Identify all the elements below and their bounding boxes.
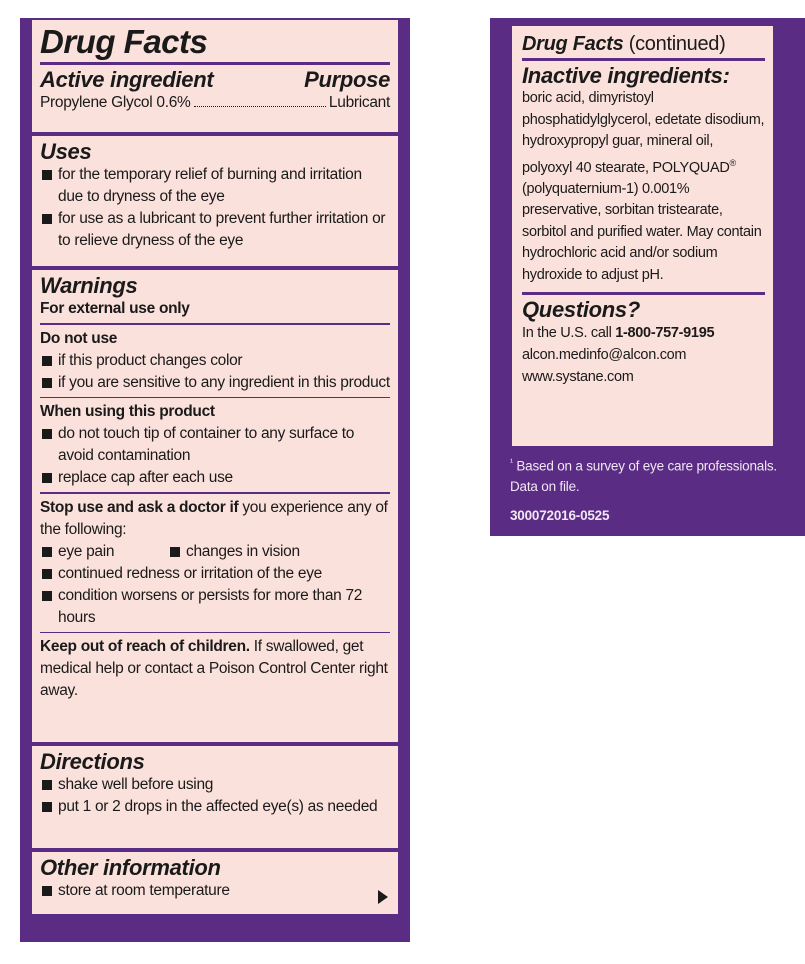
divider xyxy=(522,58,765,61)
drug-facts-continued-panel xyxy=(490,18,805,536)
list-item: replace cap after each use xyxy=(40,467,390,489)
directions-box xyxy=(30,744,400,850)
warnings-box xyxy=(30,268,400,744)
warnings-heading: Warnings xyxy=(40,273,138,298)
active-ingredient-box xyxy=(30,18,400,134)
call-prefix: In the U.S. call xyxy=(522,325,616,342)
uses-heading: Uses xyxy=(40,139,92,164)
inactive-ingredients-heading: Inactive ingredients: xyxy=(522,63,730,88)
website-text: www.systane.com xyxy=(522,369,634,386)
divider xyxy=(40,397,390,399)
drug-facts-title: Drug Facts xyxy=(40,23,208,60)
list-item: shake well before using xyxy=(40,774,390,796)
drug-facts-panel xyxy=(20,18,410,942)
list-item: store at room temperature xyxy=(40,880,390,902)
questions-heading: Questions? xyxy=(522,297,641,323)
phone-number: 1-800-757-9195 xyxy=(615,325,715,342)
stop-use-pair xyxy=(40,541,390,563)
footnote-mark: ¹ xyxy=(510,457,513,467)
registered-mark: ® xyxy=(729,157,736,168)
divider xyxy=(40,632,390,634)
list-item: changes in vision xyxy=(168,541,300,563)
stop-use-rest: you experience any of the following: xyxy=(40,498,388,538)
stop-use-bold: Stop use and ask a doctor if xyxy=(40,498,239,516)
divider xyxy=(522,292,765,295)
purpose-header: Purpose xyxy=(304,67,390,92)
inactive-ingredients-text xyxy=(522,88,765,286)
continued-title xyxy=(522,32,765,56)
inactive-text-part-1: boric acid, dimyristoyl phosphatidylglycerol, edetate disodium, hydroxypropyl guar, mineral oil, polyoxyl 40 stearate, xyxy=(522,90,765,176)
list-item: condition worsens or persists for more than 72 hours xyxy=(40,585,390,629)
footnote xyxy=(510,452,785,497)
do-not-use-heading: Do not use xyxy=(40,329,118,347)
divider xyxy=(40,323,390,325)
other-information-box xyxy=(30,850,400,916)
continued-title-suffix: (continued) xyxy=(628,33,726,55)
list-item: eye pain xyxy=(40,541,168,563)
arrow-right-icon xyxy=(378,890,388,904)
uses-box xyxy=(30,134,400,268)
keep-out-bold: Keep out of reach of children. xyxy=(40,638,250,655)
list-item: for the temporary relief of burning and irritation due to dryness of the eye xyxy=(40,164,390,208)
phone-line xyxy=(522,322,765,344)
list-item: if this product changes color xyxy=(40,350,390,372)
list-item: for use as a lubricant to prevent further irritation or to relieve dryness of the eye xyxy=(40,208,390,252)
list-item: if you are sensitive to any ingredient in this product xyxy=(40,372,390,394)
directions-heading: Directions xyxy=(40,749,145,774)
divider xyxy=(40,492,390,494)
list-item: put 1 or 2 drops in the affected eye(s) as needed xyxy=(40,796,390,818)
email-text: alcon.medinfo@alcon.com xyxy=(522,347,687,364)
divider xyxy=(40,62,390,65)
ingredient-name: Propylene Glycol 0.6% xyxy=(40,94,191,111)
leader-dots xyxy=(194,106,326,107)
ingredient-purpose: Lubricant xyxy=(328,94,390,111)
inactive-text-part-2: (polyquaternium-1) 0.001% preservative, sorbitan tristearate, sorbitol and purified water. May contain hydrochloric acid and/or sodium hydroxide to adjust pH. xyxy=(522,180,762,283)
list-item: do not touch tip of container to any surface to avoid contamination xyxy=(40,423,390,467)
product-code: 300072016-0525 xyxy=(510,508,610,523)
stop-use-text xyxy=(40,497,390,541)
list-item: continued redness or irritation of the eye xyxy=(40,563,390,585)
continued-box xyxy=(510,24,775,448)
polyquad-text: POLYQUAD xyxy=(652,159,730,176)
continued-title-main: Drug Facts xyxy=(522,33,624,55)
keep-out-text xyxy=(40,636,390,702)
external-use-text: For external use only xyxy=(40,300,190,317)
other-information-heading: Other information xyxy=(40,855,221,880)
active-ingredient-header: Active ingredient xyxy=(40,67,214,92)
keep-out-rest: If swallowed, get medical help or contact a Poison Control Center right away. xyxy=(40,638,388,699)
when-using-heading: When using this product xyxy=(40,403,215,420)
footnote-text: Based on a survey of eye care professionals. Data on file. xyxy=(510,458,777,494)
